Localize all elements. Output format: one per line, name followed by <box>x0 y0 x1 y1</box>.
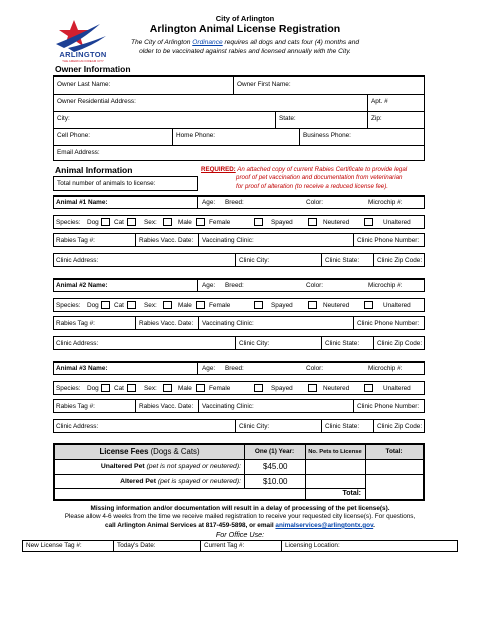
owner-address-field[interactable]: Owner Residential Address: <box>57 98 136 105</box>
species-label: Species: <box>56 385 81 392</box>
male-option-label: Male <box>178 302 192 309</box>
animal-block-3 <box>53 361 425 442</box>
spayed-option-label: Spayed <box>271 385 293 392</box>
form-title: Arlington Animal License Registration <box>149 23 341 35</box>
animal-name-field[interactable]: Animal #2 Name: <box>56 282 108 289</box>
animal-color-field[interactable]: Color: <box>306 199 324 206</box>
footer-line1: Missing information and/or documentation will result in a delay of processing of the pet license(s). <box>90 505 390 512</box>
unaltered-pet-bold: Unaltered Pet <box>100 463 145 470</box>
sex-checkbox[interactable] <box>163 384 172 392</box>
spayed-checkbox[interactable] <box>308 384 317 392</box>
logo <box>52 14 114 70</box>
logo-wordmark: ARLINGTON <box>59 50 107 59</box>
spayed-option-label: Spayed <box>271 219 293 226</box>
todays-date-field[interactable]: Today's Date: <box>117 542 156 549</box>
required-text-line: proof of pet vaccination and documentation from veterinarian <box>236 174 403 182</box>
cat-checkbox[interactable] <box>127 301 136 309</box>
cat-option-label: Cat <box>114 302 124 309</box>
vaccinating-clinic-field[interactable]: Vaccinating Clinic: <box>202 403 254 410</box>
owner-info-table <box>53 76 425 161</box>
animal-breed-field[interactable]: Breed: <box>225 199 244 206</box>
animal-microchip-field[interactable]: Microchip #: <box>368 365 403 372</box>
male-checkbox[interactable] <box>196 218 205 226</box>
animal-microchip-field[interactable]: Microchip #: <box>368 282 403 289</box>
neutered-checkbox[interactable] <box>364 218 373 226</box>
grand-total-input[interactable] <box>368 489 421 499</box>
unaltered-price: $45.00 <box>263 462 288 471</box>
male-option-label: Male <box>178 385 192 392</box>
rabies-date-field[interactable]: Rabies Vacc. Date: <box>139 320 194 327</box>
clinic-state-field[interactable]: Clinic State: <box>325 340 360 347</box>
female-checkbox[interactable] <box>254 384 263 392</box>
animal-age-field[interactable]: Age: <box>202 199 216 206</box>
animal-name-field[interactable]: Animal #3 Name: <box>56 365 108 372</box>
fees-heading-rest: (Dogs & Cats) <box>148 447 200 456</box>
clinic-zip-field[interactable]: Clinic Zip Code: <box>377 340 423 347</box>
male-checkbox[interactable] <box>196 301 205 309</box>
col-total: Total: <box>385 448 403 455</box>
animal-age-field[interactable]: Age: <box>202 365 216 372</box>
female-option-label: Female <box>209 302 231 309</box>
neutered-option-label: Neutered <box>323 219 350 226</box>
ordinance-link[interactable]: Ordinance <box>192 39 223 46</box>
animal-color-field[interactable]: Color: <box>306 365 324 372</box>
clinic-phone-field[interactable]: Clinic Phone Number: <box>357 237 420 244</box>
clinic-state-field[interactable]: Clinic State: <box>325 257 360 264</box>
office-use-heading: For Office Use: <box>215 530 265 539</box>
animal-microchip-field[interactable]: Microchip #: <box>368 199 403 206</box>
animal-color-field[interactable]: Color: <box>306 282 324 289</box>
altered-count-input[interactable] <box>308 476 362 487</box>
dog-option-label: Dog <box>87 302 99 309</box>
male-option-label: Male <box>178 219 192 226</box>
unaltered-option-label: Unaltered <box>383 219 411 226</box>
owner-apt-field[interactable]: Apt. # <box>371 98 388 105</box>
clinic-zip-field[interactable]: Clinic Zip Code: <box>377 257 423 264</box>
col-one-year: One (1) Year: <box>254 448 295 455</box>
altered-pet-bold: Altered Pet <box>120 478 156 485</box>
owner-cell-phone-field[interactable]: Cell Phone: <box>57 132 91 139</box>
rabies-tag-field[interactable]: Rabies Tag #: <box>56 237 95 244</box>
footer-line3: call Arlington Animal Services at 817-459-5898, or email <box>105 521 276 529</box>
unaltered-option-label: Unaltered <box>383 385 411 392</box>
vaccinating-clinic-field[interactable]: Vaccinating Clinic: <box>202 320 254 327</box>
owner-home-phone-field[interactable]: Home Phone: <box>176 132 216 139</box>
rabies-tag-field[interactable]: Rabies Tag #: <box>56 403 95 410</box>
rabies-tag-field[interactable]: Rabies Tag #: <box>56 320 95 327</box>
intro-text <box>108 38 382 56</box>
email-link[interactable]: animalservices@arlingtontx.gov <box>275 521 374 529</box>
owner-email-field[interactable]: Email Address: <box>57 149 100 156</box>
animal-block-2 <box>53 278 425 359</box>
office-use-table <box>22 540 458 552</box>
neutered-option-label: Neutered <box>323 385 350 392</box>
clinic-city-field[interactable]: Clinic City: <box>239 257 270 264</box>
required-text-line: for proof of alteration (to receive a reduced license fee). <box>236 182 389 190</box>
clinic-zip-field[interactable]: Clinic Zip Code: <box>377 423 423 430</box>
col-pets-to-license: No. Pets to License <box>308 449 362 455</box>
clinic-phone-field[interactable]: Clinic Phone Number: <box>357 403 420 410</box>
unaltered-pet-label <box>55 463 241 470</box>
clinic-city-field[interactable]: Clinic City: <box>239 423 270 430</box>
vaccinating-clinic-field[interactable]: Vaccinating Clinic: <box>202 237 254 244</box>
dog-option-label: Dog <box>87 385 99 392</box>
animal-breed-field[interactable]: Breed: <box>225 365 244 372</box>
clinic-address-field[interactable]: Clinic Address: <box>56 257 99 264</box>
unaltered-count-input[interactable] <box>308 461 362 472</box>
intro-text-line2: older to be vaccinated against rabies and licensed annually with the City. <box>139 48 351 55</box>
female-checkbox[interactable] <box>254 301 263 309</box>
neutered-checkbox[interactable] <box>364 384 373 392</box>
spayed-checkbox[interactable] <box>308 301 317 309</box>
owner-business-phone-field[interactable]: Business Phone: <box>303 132 351 139</box>
male-checkbox[interactable] <box>196 384 205 392</box>
sex-checkbox[interactable] <box>163 301 172 309</box>
animal-section-heading: Animal Information <box>55 165 133 175</box>
required-notice <box>201 166 426 191</box>
rabies-date-field[interactable]: Rabies Vacc. Date: <box>139 403 194 410</box>
dog-checkbox[interactable] <box>101 218 110 226</box>
licensing-location-field[interactable]: Licensing Location: <box>285 542 340 549</box>
neutered-option-label: Neutered <box>323 302 350 309</box>
footer-line2: Please allow 4-6 weeks from the time we receive mailed registration to receive your requested city license(s). For questions, <box>64 513 416 521</box>
cat-option-label: Cat <box>114 385 124 392</box>
fees-heading <box>55 447 244 456</box>
required-label: REQUIRED: <box>201 166 236 173</box>
neutered-checkbox[interactable] <box>364 301 373 309</box>
footer-line3-end: . <box>373 521 375 529</box>
rabies-date-field[interactable]: Rabies Vacc. Date: <box>139 237 194 244</box>
sex-label: Sex: <box>144 302 157 309</box>
city-heading: City of Arlington <box>215 14 275 23</box>
intro-text-part: The City of Arlington <box>130 39 193 46</box>
dog-checkbox[interactable] <box>101 301 110 309</box>
animal-age-field[interactable]: Age: <box>202 282 216 289</box>
clinic-phone-field[interactable]: Clinic Phone Number: <box>357 320 420 327</box>
female-checkbox[interactable] <box>254 218 263 226</box>
license-fees-table <box>53 443 425 501</box>
female-option-label: Female <box>209 219 231 226</box>
cat-option-label: Cat <box>114 219 124 226</box>
animal-block-1 <box>53 195 425 276</box>
total-animals-field[interactable] <box>53 176 198 191</box>
cat-checkbox[interactable] <box>127 218 136 226</box>
unaltered-option-label: Unaltered <box>383 302 411 309</box>
species-label: Species: <box>56 302 81 309</box>
clinic-address-field[interactable]: Clinic Address: <box>56 423 99 430</box>
logo-tagline: THE AMERICAN DREAM CITY <box>62 59 104 63</box>
dog-option-label: Dog <box>87 219 99 226</box>
total-animals-label: Total number of animals to license: <box>57 180 156 187</box>
footer-notice <box>40 505 440 530</box>
owner-last-name-field[interactable]: Owner Last Name: <box>57 81 111 88</box>
clinic-city-field[interactable]: Clinic City: <box>239 340 270 347</box>
female-option-label: Female <box>209 385 231 392</box>
altered-pet-label <box>55 478 241 485</box>
sex-label: Sex: <box>144 385 157 392</box>
altered-price: $10.00 <box>263 477 288 486</box>
clinic-state-field[interactable]: Clinic State: <box>325 423 360 430</box>
owner-section-heading: Owner Information <box>55 64 131 74</box>
new-license-tag-field[interactable]: New License Tag #: <box>26 542 82 549</box>
required-text-line: An attached copy of current Rabies Certificate to provide legal <box>237 166 408 173</box>
clinic-address-field[interactable]: Clinic Address: <box>56 340 99 347</box>
species-label: Species: <box>56 219 81 226</box>
altered-pet-note: (pet is spayed or neutered): <box>155 478 241 485</box>
intro-text-part: requires all dogs and cats four (4) months and <box>222 39 360 46</box>
owner-state-field[interactable]: State: <box>279 115 296 122</box>
cat-checkbox[interactable] <box>127 384 136 392</box>
spayed-checkbox[interactable] <box>308 218 317 226</box>
sex-label: Sex: <box>144 219 157 226</box>
owner-zip-field[interactable]: Zip: <box>371 115 382 122</box>
owner-first-name-field[interactable]: Owner First Name: <box>237 81 291 88</box>
animal-breed-field[interactable]: Breed: <box>225 282 244 289</box>
grand-total-label: Total: <box>342 490 361 497</box>
fees-heading-bold: License Fees <box>99 447 149 456</box>
current-tag-field[interactable]: Current Tag #: <box>204 542 245 549</box>
animal-name-field[interactable]: Animal #1 Name: <box>56 199 108 206</box>
dog-checkbox[interactable] <box>101 384 110 392</box>
owner-city-field[interactable]: City: <box>57 115 70 122</box>
sex-checkbox[interactable] <box>163 218 172 226</box>
spayed-option-label: Spayed <box>271 302 293 309</box>
unaltered-pet-note: (pet is not spayed or neutered): <box>144 463 241 470</box>
